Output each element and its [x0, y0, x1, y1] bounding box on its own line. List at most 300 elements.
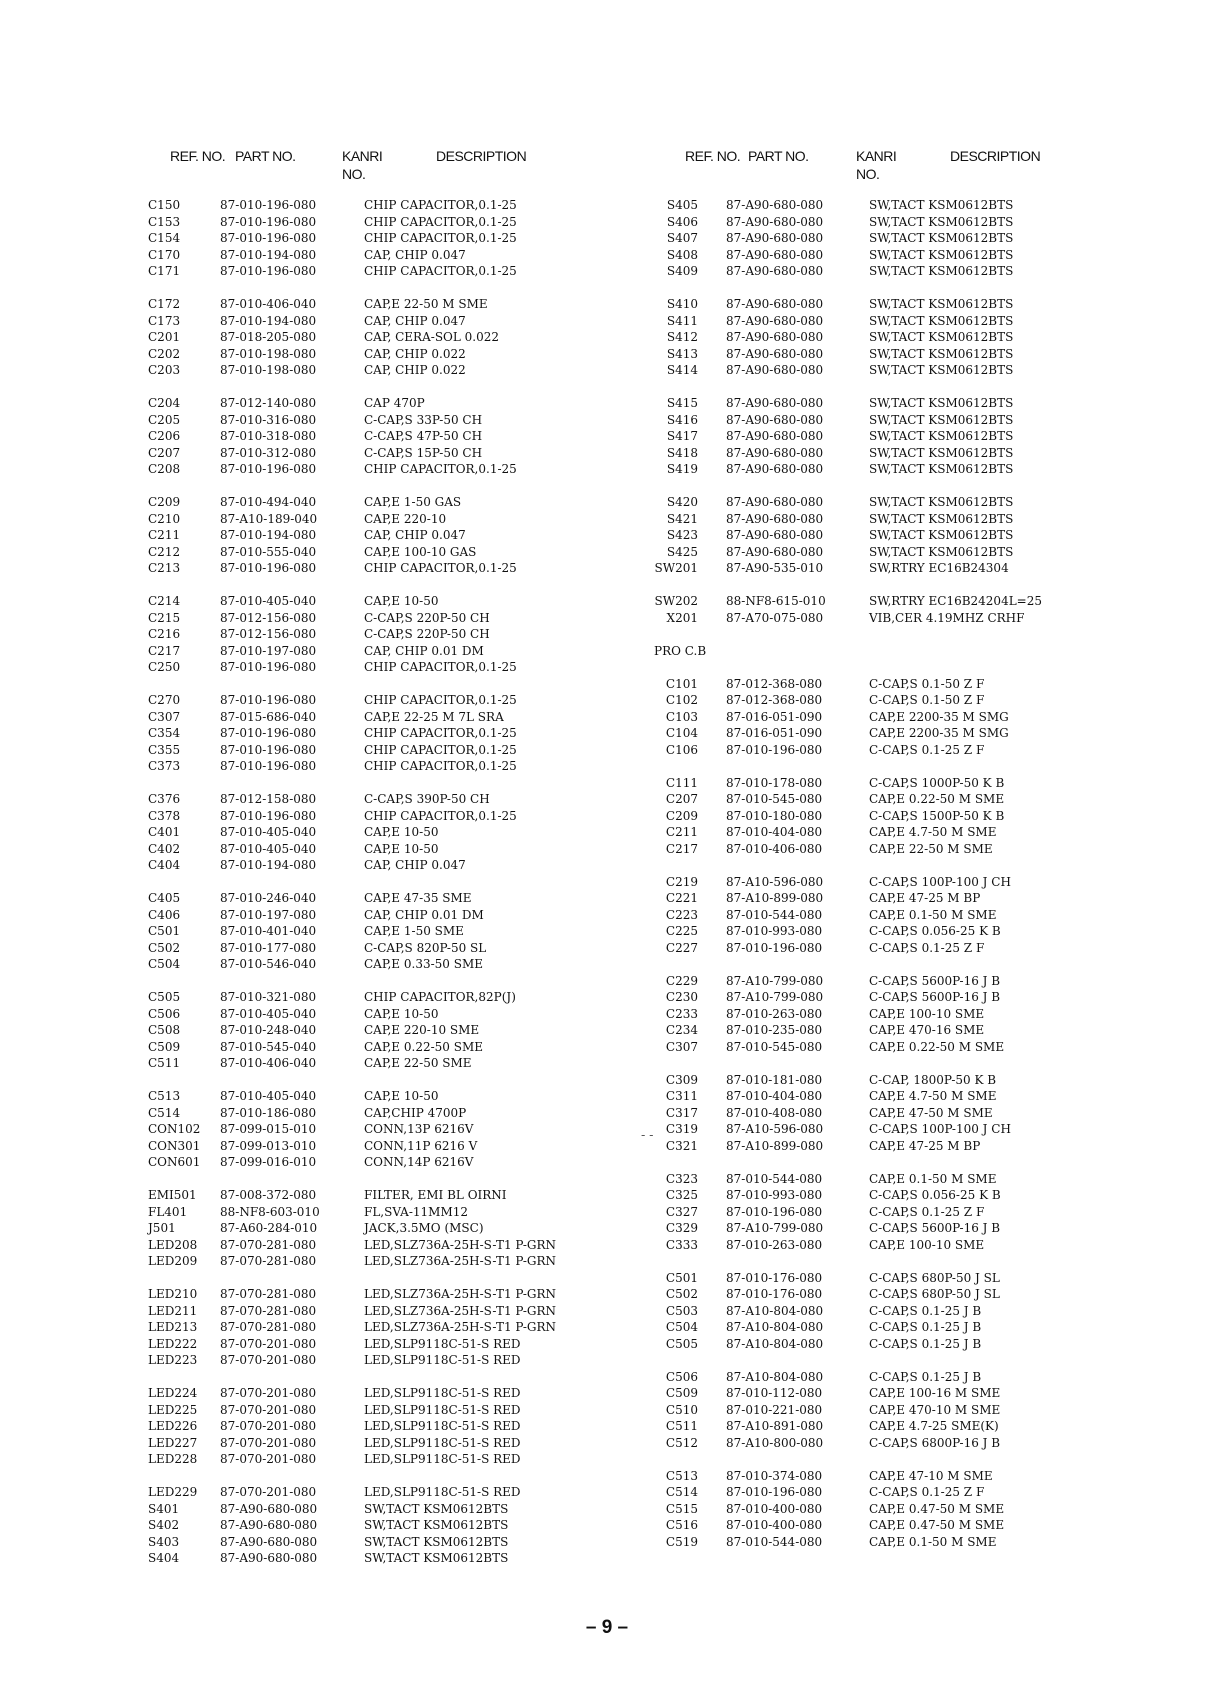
ref-no-cell: C208 — [148, 462, 181, 476]
ref-no-cell: C319 — [665, 1122, 698, 1136]
part-no-cell: 88-NF8-603-010 — [220, 1204, 320, 1219]
ref-no-cell: C376 — [148, 792, 181, 806]
description-cell: CAP,E 100-10 SME — [869, 1237, 985, 1252]
description-cell: LED,SLZ736A-25H-S-T1 P-GRN — [364, 1287, 557, 1301]
ref-no-cell: C223 — [665, 907, 698, 922]
description-cell: CAP, CHIP 0.047 — [364, 247, 466, 262]
part-no-cell: 87-070-281-080 — [220, 1254, 317, 1268]
ref-no-cell: CON301 — [148, 1138, 201, 1153]
part-no-cell: 87-015-686-040 — [220, 709, 317, 724]
part-no-cell: 87-A90-680-080 — [726, 247, 824, 262]
ref-no-cell: C203 — [148, 363, 181, 377]
description-cell: CHIP CAPACITOR,0.1-25 — [364, 808, 517, 823]
table-row — [148, 1517, 618, 1534]
ref-no-cell: C106 — [665, 742, 698, 757]
table-row — [148, 626, 618, 643]
part-no-cell: 87-010-196-080 — [220, 561, 317, 575]
table-row — [654, 1369, 1074, 1386]
description-cell: CAP, CHIP 0.047 — [364, 858, 466, 872]
description-cell: C-CAP,S 0.1-50 Z F — [869, 693, 985, 707]
table-row — [148, 692, 618, 709]
parts-group — [148, 197, 618, 280]
description-cell: SW,RTRY EC16B24304 — [869, 561, 1009, 575]
ref-no-cell: C309 — [665, 1072, 698, 1087]
parts-group — [148, 395, 618, 478]
ref-no-cell: S417 — [666, 429, 698, 443]
table-row — [148, 247, 618, 264]
table-row — [654, 461, 1074, 478]
ref-no-cell: C210 — [148, 511, 181, 526]
ref-no-cell: C202 — [148, 346, 181, 361]
description-cell: LED,SLP9118C-51-S RED — [364, 1336, 521, 1351]
ref-no-cell: C201 — [148, 330, 181, 344]
table-row — [654, 445, 1074, 462]
part-no-cell: 87-A90-680-080 — [220, 1534, 318, 1549]
table-row — [148, 791, 618, 808]
description-cell: CAP,CHIP 4700P — [364, 1105, 467, 1120]
table-row — [148, 1055, 618, 1072]
description-cell: C-CAP,S 680P-50 J SL — [869, 1270, 1000, 1285]
part-no-cell: 87-010-374-080 — [726, 1468, 823, 1483]
parts-group — [654, 296, 1074, 379]
table-row — [654, 1484, 1074, 1501]
part-no-cell: 87-010-196-080 — [726, 940, 823, 955]
part-no-cell: 87-010-401-040 — [220, 924, 317, 938]
ref-no-cell: LED227 — [148, 1435, 198, 1450]
table-row — [148, 461, 618, 478]
ref-no-cell: C373 — [148, 759, 181, 773]
description-cell: CAP,E 22-25 M 7L SRA — [364, 709, 504, 724]
parts-group — [654, 1072, 1074, 1155]
ref-no-cell: S402 — [148, 1518, 180, 1532]
part-no-cell: 87-A10-891-080 — [726, 1419, 824, 1433]
part-no-cell: 87-010-494-040 — [220, 495, 317, 509]
parts-group — [148, 1088, 618, 1171]
description-cell: LED,SLP9118C-51-S RED — [364, 1402, 521, 1417]
ref-no-cell: CON601 — [148, 1155, 201, 1169]
description-cell: CAP,E 0.1-50 M SME — [869, 907, 997, 922]
description-cell: CAP,E 0.47-50 M SME — [869, 1501, 1005, 1516]
ref-no-cell: S401 — [148, 1501, 180, 1516]
table-row — [654, 1105, 1074, 1122]
ref-no-cell: C508 — [148, 1023, 181, 1037]
ref-no-cell: LED224 — [148, 1386, 198, 1400]
table-row — [654, 428, 1074, 445]
ref-no-cell: C102 — [665, 693, 698, 707]
description-cell: LED,SLZ736A-25H-S-T1 P-GRN — [364, 1320, 557, 1334]
description-cell: C-CAP,S 6800P-16 J B — [869, 1435, 1001, 1450]
part-no-cell: 87-010-177-080 — [220, 940, 317, 955]
parts-group — [148, 296, 618, 379]
table-row — [148, 395, 618, 412]
ref-no-cell: LED211 — [148, 1303, 198, 1318]
description-cell: C-CAP,S 0.056-25 K B — [869, 1188, 1001, 1202]
description-cell: CAP, CERA-SOL 0.022 — [364, 330, 500, 344]
description-cell: C-CAP,S 100P-100 J CH — [869, 874, 1011, 889]
table-row — [148, 527, 618, 544]
parts-group — [148, 593, 618, 676]
table-row — [654, 1468, 1074, 1485]
part-no-cell: 87-A90-680-080 — [220, 1518, 318, 1532]
table-row — [148, 197, 618, 214]
table-row — [654, 247, 1074, 264]
part-no-cell: 87-070-281-080 — [220, 1237, 317, 1252]
part-no-cell: 87-010-545-040 — [220, 1039, 317, 1054]
ref-no-cell: C229 — [665, 973, 698, 988]
ref-no-cell: LED208 — [148, 1237, 198, 1252]
part-no-cell: 87-012-158-080 — [220, 792, 317, 806]
description-cell: CAP,E 100-10 SME — [869, 1006, 985, 1021]
description-cell: CAP,E 1-50 SME — [364, 924, 464, 938]
description-cell: FILTER, EMI BL OIRNI — [364, 1188, 507, 1202]
description-cell: C-CAP,S 5600P-16 J B — [869, 973, 1001, 988]
part-no-cell: 87-070-201-080 — [220, 1435, 317, 1450]
ref-no-cell: SW201 — [654, 561, 698, 575]
description-cell: C-CAP, 1800P-50 K B — [869, 1072, 997, 1087]
ref-no-cell: C212 — [148, 544, 181, 559]
part-no-cell: 87-070-281-080 — [220, 1303, 317, 1318]
part-no-cell: 87-099-013-010 — [220, 1138, 317, 1153]
part-no-cell: 87-010-406-080 — [726, 841, 823, 856]
description-cell: C-CAP,S 5600P-16 J B — [869, 990, 1001, 1004]
table-row — [148, 1006, 618, 1023]
part-no-cell: 87-010-312-080 — [220, 445, 317, 460]
table-row — [148, 841, 618, 858]
description-cell: SW,TACT KSM0612BTS — [869, 297, 1014, 311]
ref-no-cell: S406 — [666, 214, 698, 229]
table-row — [654, 1072, 1074, 1089]
ref-no-cell: C311 — [665, 1089, 698, 1103]
description-cell: SW,TACT KSM0612BTS — [869, 429, 1014, 443]
part-no-cell: 87-070-201-080 — [220, 1419, 317, 1433]
table-row — [148, 428, 618, 445]
part-no-cell: 87-012-156-080 — [220, 610, 317, 625]
description-cell: CAP, CHIP 0.01 DM — [364, 907, 484, 922]
part-no-cell: 87-A60-284-010 — [220, 1221, 318, 1235]
description-cell: CHIP CAPACITOR,0.1-25 — [364, 231, 517, 245]
table-row — [148, 923, 618, 940]
description-cell: CAP,E 4.7-50 M SME — [869, 825, 997, 839]
ref-no-cell: C221 — [665, 891, 698, 905]
description-cell: CAP,E 1-50 GAS — [364, 495, 462, 509]
ref-no-cell: C505 — [665, 1336, 698, 1351]
table-row — [148, 857, 618, 874]
part-no-cell: 87-A90-680-080 — [726, 511, 824, 526]
header-part-no-right: PART NO. — [748, 148, 809, 164]
table-row — [148, 1105, 618, 1122]
parts-group — [148, 1484, 618, 1567]
part-no-cell: 87-010-197-080 — [220, 907, 317, 922]
part-no-cell: 87-010-405-040 — [220, 825, 317, 839]
description-cell: CONN,13P 6216V — [364, 1122, 474, 1136]
part-no-cell: 87-010-181-080 — [726, 1072, 823, 1087]
table-row — [148, 313, 618, 330]
table-row — [148, 362, 618, 379]
ref-no-cell: C205 — [148, 412, 181, 427]
table-row — [654, 1187, 1074, 1204]
description-cell: CHIP CAPACITOR,0.1-25 — [364, 726, 517, 740]
description-cell: SW,TACT KSM0612BTS — [869, 495, 1014, 509]
part-no-cell: 87-A90-680-080 — [726, 346, 824, 361]
part-no-cell: 87-010-406-040 — [220, 1056, 317, 1070]
part-no-cell: 87-A90-680-080 — [726, 264, 824, 278]
table-row — [148, 412, 618, 429]
ref-no-cell: C502 — [665, 1287, 698, 1301]
part-no-cell: 87-010-196-080 — [220, 264, 317, 278]
part-no-cell: 87-010-196-080 — [220, 759, 317, 773]
description-cell: SW,TACT KSM0612BTS — [364, 1534, 509, 1549]
part-no-cell: 87-010-180-080 — [726, 808, 823, 823]
part-no-cell: 87-010-248-040 — [220, 1023, 317, 1037]
table-row — [148, 1402, 618, 1419]
table-row — [654, 197, 1074, 214]
part-no-cell: 87-070-281-080 — [220, 1320, 317, 1334]
ref-no-cell: CON102 — [148, 1122, 201, 1136]
table-row — [148, 214, 618, 231]
table-row — [148, 1138, 618, 1155]
ref-no-cell: C519 — [665, 1534, 698, 1549]
description-cell: CAP,E 4.7-50 M SME — [869, 1089, 997, 1103]
description-cell: C-CAP,S 0.1-25 Z F — [869, 940, 985, 955]
table-row — [148, 1484, 618, 1501]
description-cell: CAP,E 10-50 — [364, 841, 439, 856]
ref-no-cell: C511 — [665, 1419, 698, 1433]
description-cell: CHIP CAPACITOR,0.1-25 — [364, 759, 517, 773]
ref-no-cell: S404 — [148, 1551, 180, 1565]
header-kanri: KANRI — [342, 148, 383, 164]
ref-no-cell: C505 — [148, 990, 181, 1004]
description-cell: CAP,E 0.22-50 SME — [364, 1039, 484, 1054]
part-no-cell: 87-A90-680-080 — [726, 396, 824, 410]
description-cell: CAP, CHIP 0.047 — [364, 313, 466, 328]
part-no-cell: 87-A10-800-080 — [726, 1435, 824, 1450]
description-cell: CHIP CAPACITOR,0.1-25 — [364, 264, 517, 278]
table-row — [148, 890, 618, 907]
table-row — [654, 1270, 1074, 1287]
ref-no-cell: C515 — [665, 1501, 698, 1516]
description-cell: C-CAP,S 0.1-25 J B — [869, 1369, 982, 1384]
ref-no-cell: LED223 — [148, 1353, 198, 1367]
description-cell: CAP, CHIP 0.01 DM — [364, 643, 484, 658]
description-cell: SW,TACT KSM0612BTS — [869, 313, 1014, 328]
ref-no-cell: LED228 — [148, 1452, 198, 1466]
table-row — [654, 1319, 1074, 1336]
part-no-cell: 87-010-198-080 — [220, 346, 317, 361]
table-row — [654, 610, 1074, 627]
ref-no-cell: C207 — [148, 445, 181, 460]
description-cell: CHIP CAPACITOR,82P(J) — [364, 990, 516, 1004]
table-row — [654, 775, 1074, 792]
description-cell: CHIP CAPACITOR,0.1-25 — [364, 561, 517, 575]
description-cell: CONN,11P 6216 V — [364, 1138, 478, 1153]
description-cell: CAP,E 47-35 SME — [364, 891, 472, 905]
ref-no-cell: C321 — [665, 1138, 698, 1153]
part-no-cell: 87-010-544-080 — [726, 907, 823, 922]
table-row — [148, 643, 618, 660]
table-row — [148, 1237, 618, 1254]
ref-no-cell: S410 — [666, 297, 698, 311]
ref-no-cell: C209 — [665, 808, 698, 823]
parts-group — [654, 775, 1074, 858]
table-row — [654, 989, 1074, 1006]
part-no-cell: 87-008-372-080 — [220, 1188, 317, 1202]
part-no-cell: 87-A90-680-080 — [220, 1551, 318, 1565]
part-no-cell: 87-070-201-080 — [220, 1353, 317, 1367]
part-no-cell: 87-012-368-080 — [726, 676, 823, 691]
ref-no-cell: C510 — [665, 1402, 698, 1417]
ref-no-cell: FL401 — [148, 1204, 188, 1219]
table-row — [654, 412, 1074, 429]
description-cell: CAP,E 47-10 M SME — [869, 1468, 993, 1483]
ref-no-cell: LED226 — [148, 1419, 198, 1433]
ref-no-cell: C219 — [665, 874, 698, 889]
table-row — [148, 1253, 618, 1270]
description-cell: CAP,E 2200-35 M SMG — [869, 709, 1009, 724]
table-row — [148, 1501, 618, 1518]
parts-group — [148, 1187, 618, 1270]
table-row — [654, 791, 1074, 808]
part-no-cell: 87-A10-799-080 — [726, 1221, 824, 1235]
description-cell: CAP, CHIP 0.022 — [364, 363, 466, 377]
table-row — [148, 1385, 618, 1402]
part-no-cell: 87-A90-680-080 — [726, 445, 824, 460]
table-row — [148, 1534, 618, 1551]
header-ref-no: REF. NO. — [170, 148, 226, 164]
part-no-cell: 87-A90-680-080 — [726, 313, 824, 328]
description-cell: CAP,E 22-50 M SME — [364, 297, 488, 311]
description-cell: C-CAP,S 100P-100 J CH — [869, 1122, 1011, 1136]
parts-group — [654, 593, 1074, 626]
description-cell: SW,TACT KSM0612BTS — [869, 396, 1014, 410]
part-no-cell: 87-010-194-080 — [220, 858, 317, 872]
part-no-cell: 87-A90-680-080 — [726, 462, 824, 476]
table-row — [148, 989, 618, 1006]
part-no-cell: 87-A10-596-080 — [726, 1122, 824, 1136]
table-row — [654, 593, 1074, 610]
table-row — [654, 296, 1074, 313]
description-cell: CAP,E 220-10 SME — [364, 1023, 480, 1037]
part-no-cell: 87-010-196-080 — [220, 693, 317, 707]
ref-no-cell: C378 — [148, 808, 181, 823]
part-no-cell: 87-070-201-080 — [220, 1402, 317, 1417]
table-row — [654, 940, 1074, 957]
part-no-cell: 87-010-545-080 — [726, 792, 823, 806]
table-row — [148, 1451, 618, 1468]
ref-no-cell: C211 — [665, 825, 698, 839]
part-no-cell: 88-NF8-615-010 — [726, 594, 826, 608]
part-no-cell: 87-010-405-040 — [220, 841, 317, 856]
description-cell: CAP,E 470-10 M SME — [869, 1402, 1001, 1417]
table-row — [654, 1204, 1074, 1221]
table-row — [654, 676, 1074, 693]
ref-no-cell: C355 — [148, 742, 181, 757]
table-row — [148, 1550, 618, 1567]
part-no-cell: 87-010-321-080 — [220, 990, 317, 1004]
description-cell: C-CAP,S 390P-50 CH — [364, 792, 490, 806]
description-cell: CAP,E 22-50 M SME — [869, 841, 993, 856]
ref-no-cell: S415 — [666, 396, 698, 410]
table-row — [148, 593, 618, 610]
parts-group — [654, 1171, 1074, 1254]
part-no-cell: 87-010-263-080 — [726, 1006, 823, 1021]
ref-no-cell: S425 — [666, 544, 698, 559]
ref-no-cell: C207 — [665, 792, 698, 806]
ref-no-cell: S413 — [666, 346, 698, 361]
table-row — [148, 1154, 618, 1171]
part-no-cell: 87-010-196-080 — [220, 742, 317, 757]
ref-no-cell: C213 — [148, 561, 181, 575]
description-cell: CAP,E 100-10 GAS — [364, 544, 477, 559]
parts-group — [654, 197, 1074, 280]
description-cell: SW,TACT KSM0612BTS — [869, 214, 1014, 229]
description-cell: CAP,E 10-50 — [364, 825, 439, 839]
page-number: – 9 – — [585, 1617, 629, 1638]
ref-no-cell: C513 — [148, 1089, 181, 1103]
table-row — [654, 346, 1074, 363]
part-no-cell: 87-012-140-080 — [220, 396, 317, 410]
ref-no-cell: LED209 — [148, 1254, 198, 1268]
parts-group — [148, 791, 618, 874]
description-cell: CHIP CAPACITOR,0.1-25 — [364, 214, 517, 229]
header-part-no: PART NO. — [235, 148, 296, 164]
part-no-cell: 87-099-016-010 — [220, 1155, 317, 1169]
table-row — [148, 659, 618, 676]
ref-no-cell: S403 — [148, 1534, 180, 1549]
part-no-cell: 87-070-201-080 — [220, 1386, 317, 1400]
ref-no-cell: C327 — [665, 1204, 698, 1219]
description-cell: CAP,E 47-25 M BP — [869, 1138, 981, 1153]
table-row — [654, 709, 1074, 726]
table-row — [148, 263, 618, 280]
part-no-cell: 87-010-404-080 — [726, 1089, 823, 1103]
part-no-cell: 87-010-178-080 — [726, 775, 823, 790]
description-cell: CAP,E 0.47-50 M SME — [869, 1518, 1005, 1532]
ref-no-cell: C404 — [148, 858, 181, 872]
parts-list-left — [148, 197, 618, 1583]
part-no-cell: 87-010-194-080 — [220, 313, 317, 328]
description-cell: CAP,E 0.1-50 M SME — [869, 1534, 997, 1549]
table-row — [148, 758, 618, 775]
ref-no-cell: C406 — [148, 907, 181, 922]
ref-no-cell: S419 — [666, 462, 698, 476]
part-no-cell: 87-010-112-080 — [726, 1386, 823, 1400]
table-row — [148, 1319, 618, 1336]
table-row — [654, 692, 1074, 709]
table-row — [148, 1022, 618, 1039]
table-row — [148, 907, 618, 924]
header-kanri-no-right: NO. — [856, 166, 880, 182]
description-cell: CHIP CAPACITOR,0.1-25 — [364, 693, 517, 707]
parts-group — [654, 1270, 1074, 1353]
part-no-cell: 87-010-246-040 — [220, 891, 317, 905]
ref-no-cell: C502 — [148, 940, 181, 955]
table-row — [654, 362, 1074, 379]
parts-group — [654, 494, 1074, 577]
part-no-cell: 87-010-194-080 — [220, 247, 317, 262]
table-row — [148, 1187, 618, 1204]
table-row — [148, 230, 618, 247]
description-cell: CAP,E 0.22-50 M SME — [869, 792, 1005, 806]
ref-no-cell: J501 — [148, 1221, 176, 1235]
parts-group — [148, 494, 618, 577]
ref-no-cell: LED229 — [148, 1485, 198, 1499]
part-no-cell: 87-A10-804-080 — [726, 1303, 824, 1318]
ref-no-cell: S409 — [666, 264, 698, 278]
part-no-cell: 87-070-201-080 — [220, 1452, 317, 1466]
description-cell: C-CAP,S 0.1-25 Z F — [869, 742, 985, 757]
ref-no-cell: C206 — [148, 429, 181, 443]
table-row — [148, 610, 618, 627]
